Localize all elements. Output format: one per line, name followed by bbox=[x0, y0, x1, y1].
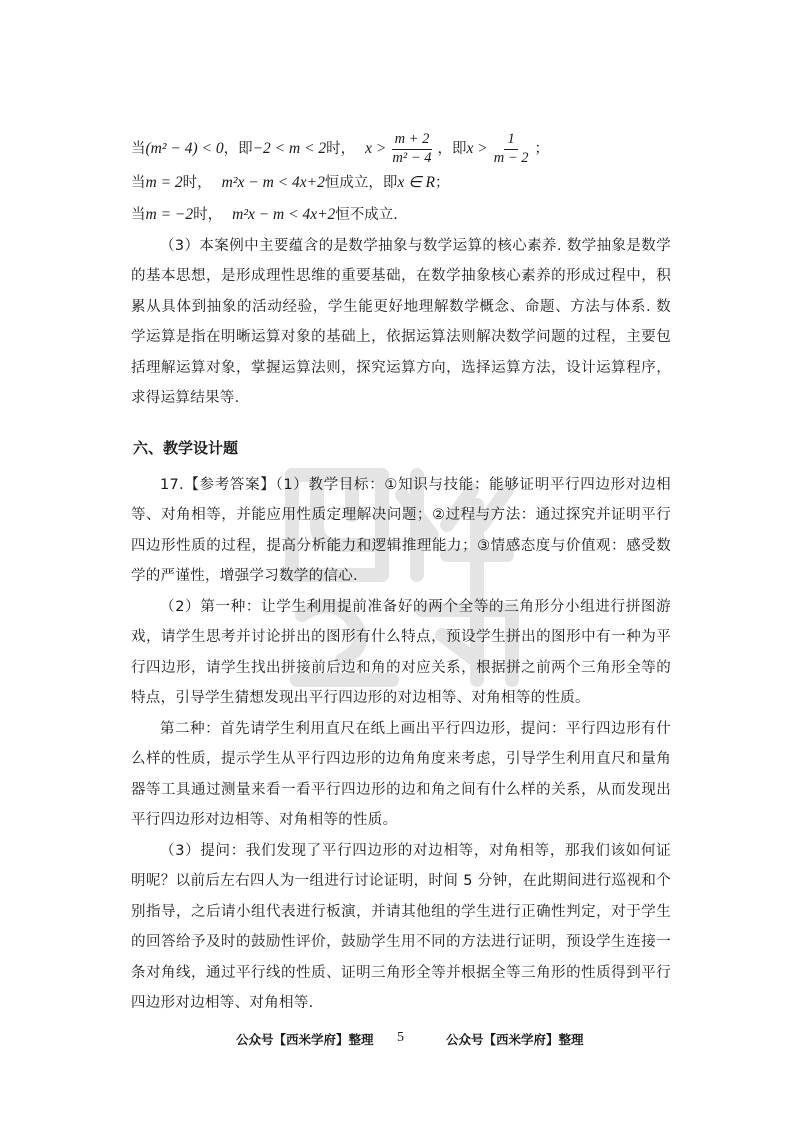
footer-right-text: 公众号【西米学府】整理 bbox=[446, 1032, 584, 1047]
math-sep: 时， bbox=[326, 141, 356, 158]
math-condition: (m² − 4) < 0 bbox=[145, 140, 224, 158]
math-expression: m²x − m < 4x+2 bbox=[232, 205, 336, 223]
page-number: 5 bbox=[397, 1030, 404, 1045]
math-line-case-m-neg2 bbox=[131, 199, 671, 231]
math-end: ； bbox=[534, 141, 549, 158]
paragraph-method-two: 第二种：首先请学生利用直尺在纸上画出平行四边形，提问：平行四边形有什么样的性质，提示学生从平行四边形的边角角度来考虑，引导学生利用直尺和量角器等工具通过测量来看一看平行四边形的边和角之间有什么样的关系，从而发现出平行四边形对边相等、对角相等的性质。 bbox=[131, 720, 671, 829]
math-sep: ，即 bbox=[437, 141, 467, 158]
math-lhs: x > bbox=[466, 140, 488, 158]
math-tail: 恒不成立. bbox=[335, 206, 398, 223]
paragraph-proof-discussion: （3）提问：我们发现了平行四边形的对边相等，对角相等，那我们该如何证明呢？以前后左右四人为一组进行讨论证明，时间 5 分钟，在此期间进行巡视和个别指导，之后请小组代表进行板演，并请其他组的学生进行正确性判定，对于学生的回答给予及时的鼓励性评价，鼓励学生用不同的方法进行证明，预设学生连接一条对角线，通过平行线的性质、证明三角形全等并根据全等三角形的性质得到平行四边形对边相等、对角相等. bbox=[131, 842, 671, 1012]
footer-left-text: 公众号【西米学府】整理 bbox=[236, 1032, 374, 1047]
math-tail-expression: x ∈ R bbox=[397, 173, 435, 191]
math-end: ； bbox=[434, 174, 450, 191]
math-sep: 时， bbox=[182, 174, 212, 191]
section-title: 六、教学设计题 bbox=[133, 438, 239, 457]
fraction-numerator: m + 2 bbox=[392, 132, 433, 150]
math-condition: m = 2 bbox=[145, 173, 183, 191]
paragraph-answer-objectives: 17.【参考答案】（1）教学目标：①知识与技能：能够证明平行四边形对边相等、对角相等，并能应用性质定理解决问题；②过程与方法：通过探究并证明平行四边形性质的过程，提高分析能力和逻辑推理能力；③情感态度与价值观：感受数学的严谨性，增强学习数学的信心. bbox=[131, 476, 671, 585]
page-content bbox=[131, 132, 671, 1019]
math-line-case-m-2 bbox=[131, 167, 671, 199]
fraction bbox=[491, 132, 532, 167]
math-expression: m²x − m < 4x+2 bbox=[221, 173, 325, 191]
math-lhs: x > bbox=[365, 140, 387, 158]
math-sep: 时， bbox=[193, 206, 223, 223]
math-prefix: 当 bbox=[131, 206, 146, 223]
fraction-numerator: 1 bbox=[504, 132, 517, 150]
math-sep: ，即 bbox=[223, 141, 253, 158]
math-tail: 恒成立，即 bbox=[324, 174, 398, 191]
paragraph-method-one: （2）第一种：让学生利用提前准备好的两个全等的三角形分小组进行拼图游戏，请学生思考并讨论拼出的图形有什么特点，预设学生拼出的图形中有一种为平行四边形，请学生找出拼接前后边和角的对应关系，根据拼之前两个三角形全等的特点，引导学生猜想发现出平行四边形的对边相等、对角相等的性质。 bbox=[131, 598, 671, 707]
math-condition: m = −2 bbox=[145, 205, 194, 223]
math-prefix: 当 bbox=[131, 141, 146, 158]
paragraph-core-literacy: （3）本案例中主要蕴含的是数学抽象与数学运算的核心素养. 数学抽象是数学的基本思想，是形成理性思维的重要基础，在数学抽象核心素养的形成过程中，积累从具体到抽象的活动经验，学生能更好地理解数学概念、命题、方法与体系. 数学运算是指在明晰运算对象的基础上，依据运算法则解决数学问题的过程，主要包括理解运算对象，掌握运算法则，探究运算方向，选择运算方法，设计运算程序，求得运算结果等. bbox=[131, 237, 671, 407]
math-prefix: 当 bbox=[131, 174, 146, 191]
math-range: −2 < m < 2 bbox=[252, 140, 327, 158]
fraction-denominator: m² − 4 bbox=[392, 149, 432, 166]
fraction-denominator: m − 2 bbox=[493, 149, 529, 166]
math-line-case-negative bbox=[131, 132, 671, 167]
fraction bbox=[389, 132, 434, 167]
